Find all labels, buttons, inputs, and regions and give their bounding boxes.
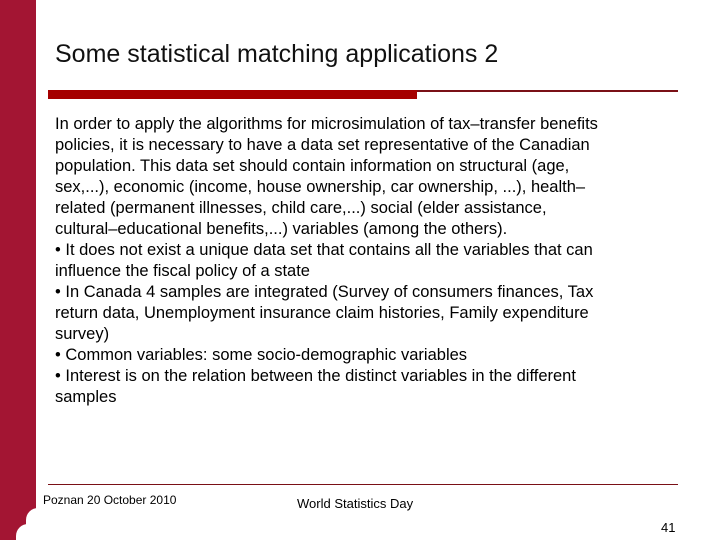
- footer-date-location: Poznan 20 October 2010: [43, 493, 177, 507]
- intro-line: sex,...), economic (income, house ownership, car ownership, ...), health–: [55, 178, 586, 196]
- bullet-line: • It does not exist a unique data set that contains all the variables that can: [55, 241, 593, 259]
- intro-line: cultural–educational benefits,...) variables (among the others).: [55, 220, 508, 238]
- slide-title: Some statistical matching applications 2: [55, 40, 499, 68]
- bullet-item: [55, 282, 675, 345]
- title-underline-thick: [48, 90, 417, 99]
- bullet-line: survey): [55, 325, 110, 343]
- bullet-item: [55, 366, 675, 408]
- page-number: 41: [661, 520, 676, 535]
- footer-divider: [48, 484, 678, 485]
- side-accent-bar: [0, 0, 36, 540]
- bullet-line: • In Canada 4 samples are integrated (Survey of consumers finances, Tax: [55, 283, 594, 301]
- title-underline-thin: [417, 90, 678, 92]
- bullet-line: samples: [55, 388, 117, 406]
- footer-event-name: World Statistics Day: [297, 496, 414, 511]
- intro-line: related (permanent illnesses, child care,...) social (elder assistance,: [55, 199, 547, 217]
- intro-paragraph: [55, 114, 675, 240]
- intro-line: policies, it is necessary to have a data set representative of the Canadian: [55, 136, 590, 154]
- intro-line: In order to apply the algorithms for microsimulation of tax–transfer benefits: [55, 115, 598, 133]
- bullet-line: • Common variables: some socio-demographic variables: [55, 346, 468, 364]
- side-bar-notch: [16, 524, 38, 542]
- bullet-line: influence the fiscal policy of a state: [55, 262, 310, 280]
- bullet-item: [55, 240, 675, 282]
- slide-body: [55, 114, 675, 408]
- bullet-line: • Interest is on the relation between the distinct variables in the different: [55, 367, 576, 385]
- bullet-line: return data, Unemployment insurance claim histories, Family expenditure: [55, 304, 589, 322]
- intro-line: population. This data set should contain information on structural (age,: [55, 157, 570, 175]
- bullet-item: [55, 345, 675, 366]
